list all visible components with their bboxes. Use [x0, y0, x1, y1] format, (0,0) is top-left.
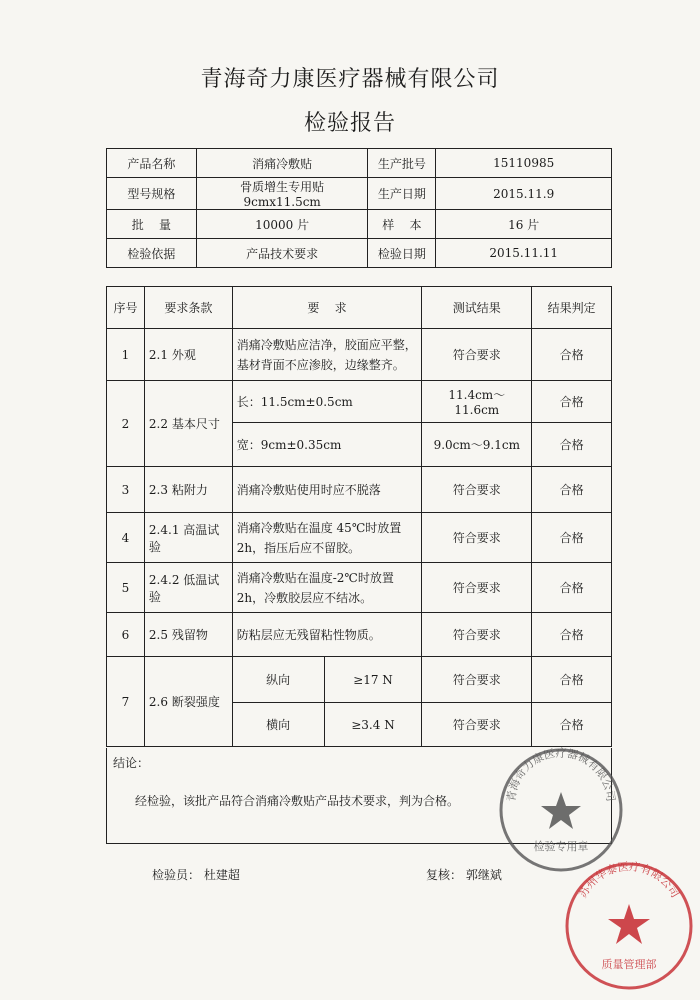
header-judgement: 结果判定	[532, 287, 612, 329]
table-row	[107, 513, 612, 563]
conclusion-text: 经检验，该批产品符合消痛冷敷贴产品技术要求，判为合格。	[135, 794, 460, 808]
row-value-transverse: ≥3.4 N	[324, 703, 422, 747]
row-clause: 2.5 残留物	[144, 613, 232, 657]
basis-label: 检验依据	[107, 239, 197, 268]
header-requirement: 要 求	[232, 287, 422, 329]
row-requirement-width: 宽：9cm±0.35cm	[232, 423, 422, 467]
row-clause: 2.6 断裂强度	[144, 657, 232, 747]
info-row	[107, 210, 612, 239]
row-no: 4	[107, 513, 145, 563]
header-result: 测试结果	[422, 287, 532, 329]
inspector-signature	[152, 866, 240, 883]
row-no: 2	[107, 381, 145, 467]
row-result-longitudinal: 符合要求	[422, 657, 532, 703]
prod-date-label: 生产日期	[368, 178, 436, 210]
sample-value: 16 片	[436, 210, 612, 239]
product-info-table	[106, 148, 612, 268]
row-judgement: 合格	[532, 329, 612, 381]
inspect-date-label: 检验日期	[368, 239, 436, 268]
table-row	[107, 467, 612, 513]
stamp-2-arc-text: 苏州华泰医疗有限公司	[576, 860, 682, 901]
row-result-transverse: 符合要求	[422, 703, 532, 747]
row-judgement-length: 合格	[532, 381, 612, 423]
prod-date-value: 2015.11.9	[436, 178, 612, 210]
header-no: 序号	[107, 287, 145, 329]
inspect-date-value: 2015.11.11	[436, 239, 612, 268]
row-result: 符合要求	[422, 467, 532, 513]
quantity-label: 批 量	[107, 210, 197, 239]
row-clause: 2.1 外观	[144, 329, 232, 381]
batch-no-label: 生产批号	[368, 149, 436, 178]
table-header-row	[107, 287, 612, 329]
header-clause: 要求条款	[144, 287, 232, 329]
row-direction-longitudinal: 纵向	[232, 657, 324, 703]
table-row	[107, 613, 612, 657]
model-value: 骨质增生专用贴 9cmx11.5cm	[196, 178, 368, 210]
row-no: 7	[107, 657, 145, 747]
inspection-seal-stamp	[497, 746, 625, 874]
reviewer-label: 复核：	[426, 868, 463, 882]
row-requirement-length: 长：11.5cm±0.5cm	[232, 381, 422, 423]
table-row	[107, 329, 612, 381]
info-row	[107, 149, 612, 178]
info-row	[107, 239, 612, 268]
row-judgement: 合格	[532, 513, 612, 563]
row-result: 符合要求	[422, 563, 532, 613]
company-name: 青海奇力康医疗器械有限公司	[200, 67, 500, 92]
stamp-1-subtext: 检验专用章	[533, 840, 589, 853]
row-requirement: 消痛冷敷贴在温度 45℃时放置 2h，指压后应不留胶。	[232, 513, 422, 563]
row-direction-transverse: 横向	[232, 703, 324, 747]
inspector-name: 杜建超	[203, 868, 240, 882]
row-clause: 2.4.1 高温试验	[144, 513, 232, 563]
row-clause: 2.2 基本尺寸	[144, 381, 232, 467]
table-row	[107, 657, 612, 703]
row-requirement: 消痛冷敷贴使用时应不脱落	[232, 467, 422, 513]
reviewer-signature	[426, 866, 502, 883]
document-title: 检验报告	[303, 111, 396, 136]
quantity-value: 10000 片	[196, 210, 368, 239]
row-judgement-transverse: 合格	[532, 703, 612, 747]
row-value-longitudinal: ≥17 N	[324, 657, 422, 703]
sample-label: 样 本	[368, 210, 436, 239]
row-clause: 2.3 粘附力	[144, 467, 232, 513]
reviewer-name: 郭继斌	[465, 868, 502, 882]
row-judgement: 合格	[532, 613, 612, 657]
row-no: 6	[107, 613, 145, 657]
row-requirement: 消痛冷敷贴应洁净，胶面应平整，基材背面不应渗胶，边缘整齐。	[232, 329, 422, 381]
inspection-items-table	[106, 286, 612, 747]
stamp-2-subtext: 质量管理部	[601, 958, 657, 971]
row-result-length: 11.4cm～11.6cm	[422, 381, 532, 423]
batch-no-value: 15110985	[436, 149, 612, 178]
model-label: 型号规格	[107, 178, 197, 210]
row-no: 1	[107, 329, 145, 381]
row-result: 符合要求	[422, 613, 532, 657]
row-judgement: 合格	[532, 563, 612, 613]
row-requirement: 防粘层应无残留粘性物质。	[232, 613, 422, 657]
row-judgement-width: 合格	[532, 423, 612, 467]
row-judgement: 合格	[532, 467, 612, 513]
svg-text:苏州华泰医疗有限公司	[575, 860, 681, 900]
conclusion-label: 结论：	[113, 756, 150, 770]
row-result: 符合要求	[422, 329, 532, 381]
row-no: 3	[107, 467, 145, 513]
table-row	[107, 381, 612, 423]
table-row	[107, 563, 612, 613]
stamp-1-arc-text: 青海奇力康医疗器械有限公司	[504, 746, 618, 803]
row-judgement-longitudinal: 合格	[532, 657, 612, 703]
quality-seal-stamp	[563, 860, 695, 992]
inspector-label: 检验员：	[152, 868, 201, 882]
info-row	[107, 178, 612, 210]
row-clause: 2.4.2 低温试验	[144, 563, 232, 613]
product-name-label: 产品名称	[107, 149, 197, 178]
row-result: 符合要求	[422, 513, 532, 563]
product-name-value: 消痛冷敷贴	[196, 149, 368, 178]
basis-value: 产品技术要求	[196, 239, 368, 268]
row-no: 5	[107, 563, 145, 613]
row-requirement: 消痛冷敷贴在温度-2℃时放置 2h，冷敷胶层应不结冰。	[232, 563, 422, 613]
row-result-width: 9.0cm～9.1cm	[422, 423, 532, 467]
